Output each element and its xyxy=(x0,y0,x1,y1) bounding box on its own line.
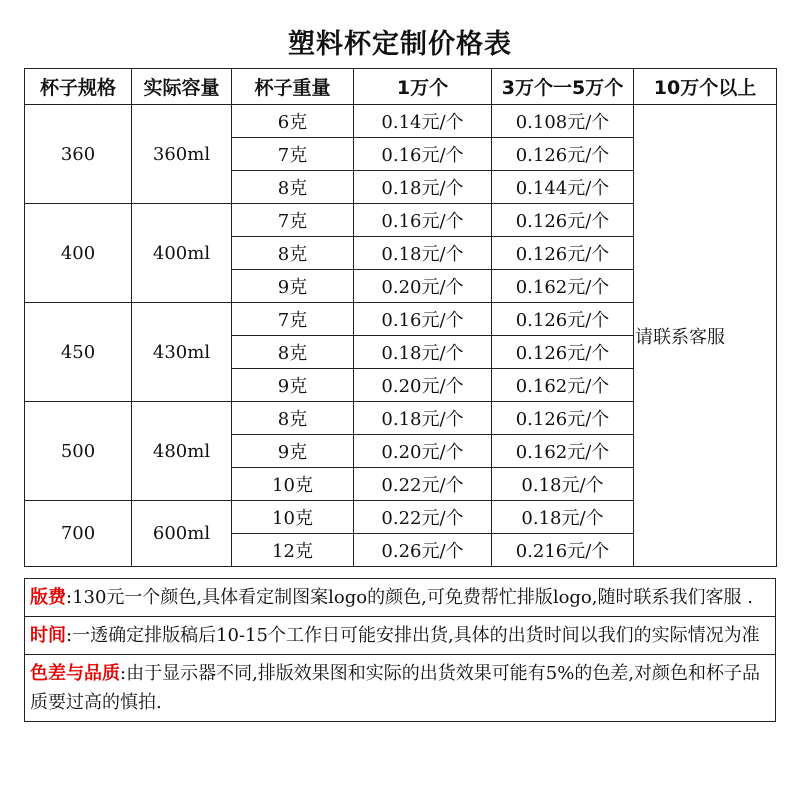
weight-cell: 8克 xyxy=(232,171,354,204)
price-30k-50k-cell: 0.126元/个 xyxy=(492,303,634,336)
note-text: :130元一个颜色,具体看定制图案logo的颜色,可免费帮忙排版logo,随时联系我们客服 . xyxy=(66,587,753,608)
price-30k-50k-cell: 0.162元/个 xyxy=(492,270,634,303)
price-10k-cell: 0.20元/个 xyxy=(354,270,492,303)
cup-size-cell: 400 xyxy=(25,204,132,303)
weight-cell: 9克 xyxy=(232,369,354,402)
header-cup-size: 杯子规格 xyxy=(25,69,132,105)
weight-cell: 6克 xyxy=(232,105,354,138)
note-label: 色差与品质 xyxy=(30,663,120,684)
price-10k-cell: 0.18元/个 xyxy=(354,336,492,369)
weight-cell: 10克 xyxy=(232,468,354,501)
price-10k-cell: 0.18元/个 xyxy=(354,237,492,270)
header-capacity: 实际容量 xyxy=(132,69,232,105)
capacity-cell: 480ml xyxy=(132,402,232,501)
cup-size-cell: 700 xyxy=(25,501,132,567)
note-text: :由于显示器不同,排版效果图和实际的出货效果可能有5%的色差,对颜色和杯子品质要过高的慎拍. xyxy=(30,663,761,713)
price-10k-cell: 0.18元/个 xyxy=(354,402,492,435)
page-title: 塑料杯定制价格表 xyxy=(288,29,512,60)
price-10k-cell: 0.14元/个 xyxy=(354,105,492,138)
price-30k-50k-cell: 0.162元/个 xyxy=(492,369,634,402)
weight-cell: 12克 xyxy=(232,534,354,567)
cup-size-cell: 450 xyxy=(25,303,132,402)
price-30k-50k-cell: 0.126元/个 xyxy=(492,138,634,171)
weight-cell: 8克 xyxy=(232,336,354,369)
price-10k-cell: 0.18元/个 xyxy=(354,171,492,204)
note-color-quality xyxy=(24,655,776,722)
capacity-cell: 430ml xyxy=(132,303,232,402)
weight-cell: 9克 xyxy=(232,435,354,468)
cup-size-cell: 500 xyxy=(25,402,132,501)
weight-cell: 7克 xyxy=(232,138,354,171)
header-weight: 杯子重量 xyxy=(232,69,354,105)
capacity-cell: 400ml xyxy=(132,204,232,303)
price-30k-50k-cell: 0.18元/个 xyxy=(492,501,634,534)
note-label: 版费 xyxy=(30,587,66,608)
capacity-cell: 600ml xyxy=(132,501,232,567)
price-table-body xyxy=(25,105,777,567)
note-lead-time xyxy=(24,617,776,655)
contact-service-cell: 请联系客服 xyxy=(634,105,777,567)
weight-cell: 8克 xyxy=(232,237,354,270)
price-30k-50k-cell: 0.144元/个 xyxy=(492,171,634,204)
header-price-30k-50k: 3万个一5万个 xyxy=(492,69,634,105)
price-10k-cell: 0.22元/个 xyxy=(354,468,492,501)
notes-section xyxy=(24,578,776,722)
cup-size-cell: 360 xyxy=(25,105,132,204)
price-10k-cell: 0.26元/个 xyxy=(354,534,492,567)
price-10k-cell: 0.16元/个 xyxy=(354,303,492,336)
weight-cell: 7克 xyxy=(232,303,354,336)
price-30k-50k-cell: 0.162元/个 xyxy=(492,435,634,468)
price-30k-50k-cell: 0.126元/个 xyxy=(492,237,634,270)
weight-cell: 7克 xyxy=(232,204,354,237)
note-label: 时间 xyxy=(30,625,66,646)
price-30k-50k-cell: 0.126元/个 xyxy=(492,402,634,435)
price-table xyxy=(24,68,777,567)
price-30k-50k-cell: 0.108元/个 xyxy=(492,105,634,138)
header-price-10k: 1万个 xyxy=(354,69,492,105)
header-price-100k-plus: 10万个以上 xyxy=(634,69,777,105)
price-30k-50k-cell: 0.216元/个 xyxy=(492,534,634,567)
weight-cell: 8克 xyxy=(232,402,354,435)
weight-cell: 10克 xyxy=(232,501,354,534)
table-row xyxy=(25,105,777,138)
price-10k-cell: 0.16元/个 xyxy=(354,204,492,237)
price-10k-cell: 0.22元/个 xyxy=(354,501,492,534)
price-10k-cell: 0.16元/个 xyxy=(354,138,492,171)
capacity-cell: 360ml xyxy=(132,105,232,204)
note-text: :一透确定排版稿后10-15个工作日可能安排出货,具体的出货时间以我们的实际情况为准 xyxy=(66,625,760,646)
price-30k-50k-cell: 0.18元/个 xyxy=(492,468,634,501)
price-30k-50k-cell: 0.126元/个 xyxy=(492,336,634,369)
price-30k-50k-cell: 0.126元/个 xyxy=(492,204,634,237)
note-plate-fee xyxy=(24,578,776,617)
weight-cell: 9克 xyxy=(232,270,354,303)
price-10k-cell: 0.20元/个 xyxy=(354,435,492,468)
table-header-row xyxy=(25,69,777,105)
price-10k-cell: 0.20元/个 xyxy=(354,369,492,402)
